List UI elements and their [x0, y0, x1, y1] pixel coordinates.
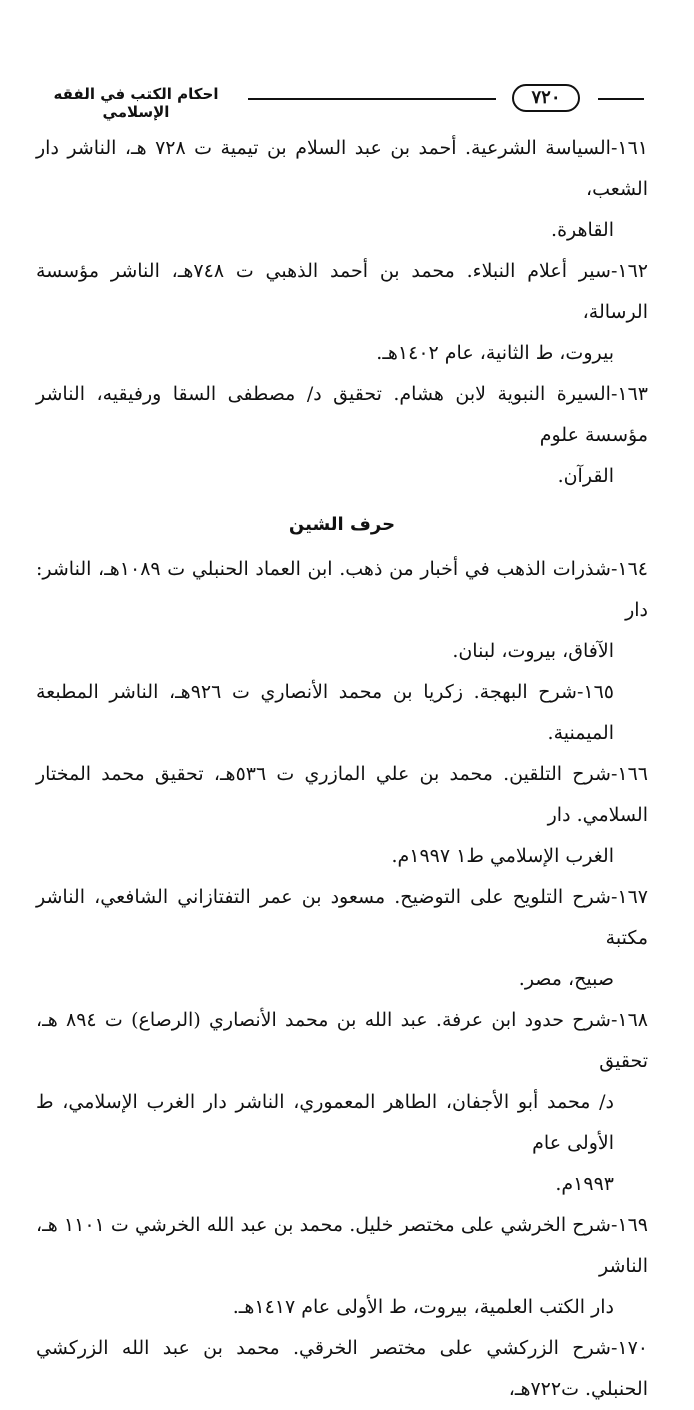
entry-162: ١٦٢-سير أعلام النبلاء. محمد بن أحمد الذهبي ت ٧٤٨هـ، الناشر مؤسسة الرسالة، [36, 260, 648, 323]
entry-170: ١٧٠-شرح الزركشي على مختصر الخرقي. محمد بن عبد الله الزركشي الحنبلي. ت٧٢٢هـ، [36, 1337, 649, 1400]
entry-161: ١٦١-السياسة الشرعية. أحمد بن عبد السلام بن تيمية ت ٧٢٨ هـ، الناشر دار الشعب، [36, 137, 648, 200]
entry-168: ١٦٨-شرح حدود ابن عرفة. عبد الله بن محمد الأنصاري (الرصاع) ت ٨٩٤ هـ، تحقيق [36, 1009, 648, 1072]
header-rule-right [598, 98, 644, 100]
entry-161-cont: القاهرة. [551, 219, 614, 241]
section-heading: حرف الشين [288, 514, 396, 535]
page-number: ٧٢٠ [512, 84, 580, 112]
entry-163-cont: القرآن. [557, 465, 614, 487]
entry-169-cont: دار الكتب العلمية، بيروت، ط الأولى عام ١٤١٧هـ. [232, 1296, 614, 1318]
entry-166-cont: الغرب الإسلامي ط١ ١٩٩٧م. [391, 845, 614, 867]
entry-164: ١٦٤-شذرات الذهب في أخبار من ذهب. ابن العماد الحنبلي ت ١٠٨٩هـ، الناشر: دار [36, 558, 648, 621]
entry-165: ١٦٥-شرح البهجة. زكريا بن محمد الأنصاري ت ٩٢٦هـ، الناشر المطبعة الميمنية. [36, 681, 615, 744]
entry-168-cont: د/ محمد أبو الأجفان، الطاهر المعموري، الناشر دار الغرب الإسلامي، ط الأولى عام [36, 1091, 614, 1154]
entry-167: ١٦٧-شرح التلويح على التوضيح. مسعود بن عمر التفتازاني الشافعي، الناشر مكتبة [36, 886, 648, 949]
entry-169: ١٦٩-شرح الخرشي على مختصر خليل. محمد بن عبد الله الخرشي ت ١١٠١ هـ، الناشر [36, 1214, 648, 1277]
header-rule [248, 98, 496, 100]
running-title: احكام الكتب في الفقه الإسلامي [53, 85, 219, 121]
entry-163: ١٦٣-السيرة النبوية لابن هشام. تحقيق د/ مصطفى السقا ورفيقيه، الناشر مؤسسة علوم [36, 383, 648, 446]
entry-162-cont: بيروت، ط الثانية، عام ١٤٠٢هـ. [376, 342, 614, 364]
entry-168-cont2: ١٩٩٣م. [555, 1173, 614, 1195]
entry-164-cont: الآفاق، بيروت، لبنان. [452, 640, 614, 662]
page-header [0, 80, 694, 120]
entry-166: ١٦٦-شرح التلقين. محمد بن علي المازري ت ٥٣٦هـ، تحقيق محمد المختار السلامي. دار [36, 763, 648, 826]
entry-167-cont: صبيح، مصر. [518, 968, 614, 990]
page-body [36, 128, 648, 1410]
